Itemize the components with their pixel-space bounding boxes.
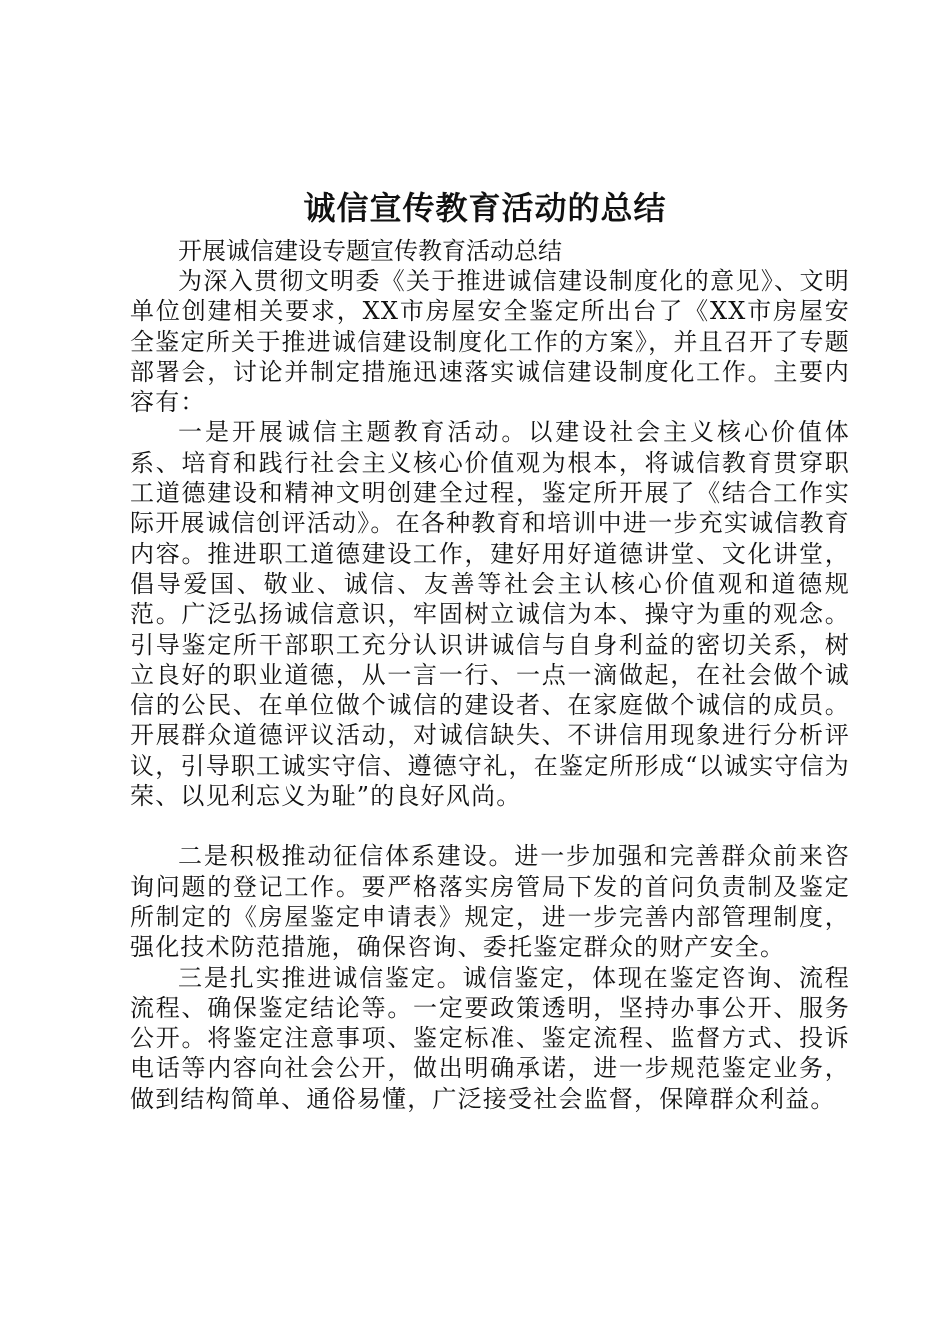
section-one-paragraph: 一是开展诚信主题教育活动。以建设社会主义核心价值体系、培育和践行社会主义核心价值观为根本，将诚信教育贯穿职工道德建设和精神文明创建全过程，鉴定所开展了《结合工作实际开展诚信创评活动》。在各种教育和培训中进一步充实诚信教育内容。推进职工道德建设工作，建好用好道德讲堂、文化讲堂，倡导爱国、敬业、诚信、友善等社会主认核心价值观和道德规范。广泛弘扬诚信意识，牢固树立诚信为本、操守为重的观念。引导鉴定所干部职工充分认识讲诚信与自身利益的密切关系，树立良好的职业道德，从一言一行、一点一滴做起，在社会做个诚信的公民、在单位做个诚信的建设者、在家庭做个诚信的成员。开展群众道德评议活动，对诚信缺失、不讲信用现象进行分析评议，引导职工诚实守信、遵德守礼，在鉴定所形成“以诚实守信为荣、以见利忘义为耻”的良好风尚。 — [130, 418, 850, 811]
document-subtitle: 开展诚信建设专题宣传教育活动总结 — [178, 237, 562, 265]
document-page — [130, 180, 850, 1114]
section-two-paragraph: 二是积极推动征信体系建设。进一步加强和完善群众前来咨询问题的登记工作。要严格落实房管局下发的首问负责制及鉴定所制定的《房屋鉴定申请表》规定，进一步完善内部管理制度，强化技术防范措施，确保咨询、委托鉴定群众的财产安全。 — [130, 842, 850, 962]
paragraph-spacer — [130, 811, 850, 841]
document-title: 诚信宣传教育活动的总结 — [303, 189, 667, 227]
intro-paragraph: 为深入贯彻文明委《关于推进诚信建设制度化的意见》、文明单位创建相关要求，XX市房屋安全鉴定所出台了《XX市房屋安全鉴定所关于推进诚信建设制度化工作的方案》，并且召开了专题部署会，讨论并制定措施迅速落实诚信建设制度化工作。主要内容有： — [130, 267, 850, 417]
section-three-paragraph: 三是扎实推进诚信鉴定。诚信鉴定，体现在鉴定咨询、流程流程、确保鉴定结论等。一定要政策透明，坚持办事公开、服务公开。将鉴定注意事项、鉴定标准、鉴定流程、监督方式、投诉电话等内容向社会公开，做出明确承诺，进一步规范鉴定业务，做到结构简单、通俗易懂，广泛接受社会监督，保障群众利益。 — [130, 963, 850, 1113]
